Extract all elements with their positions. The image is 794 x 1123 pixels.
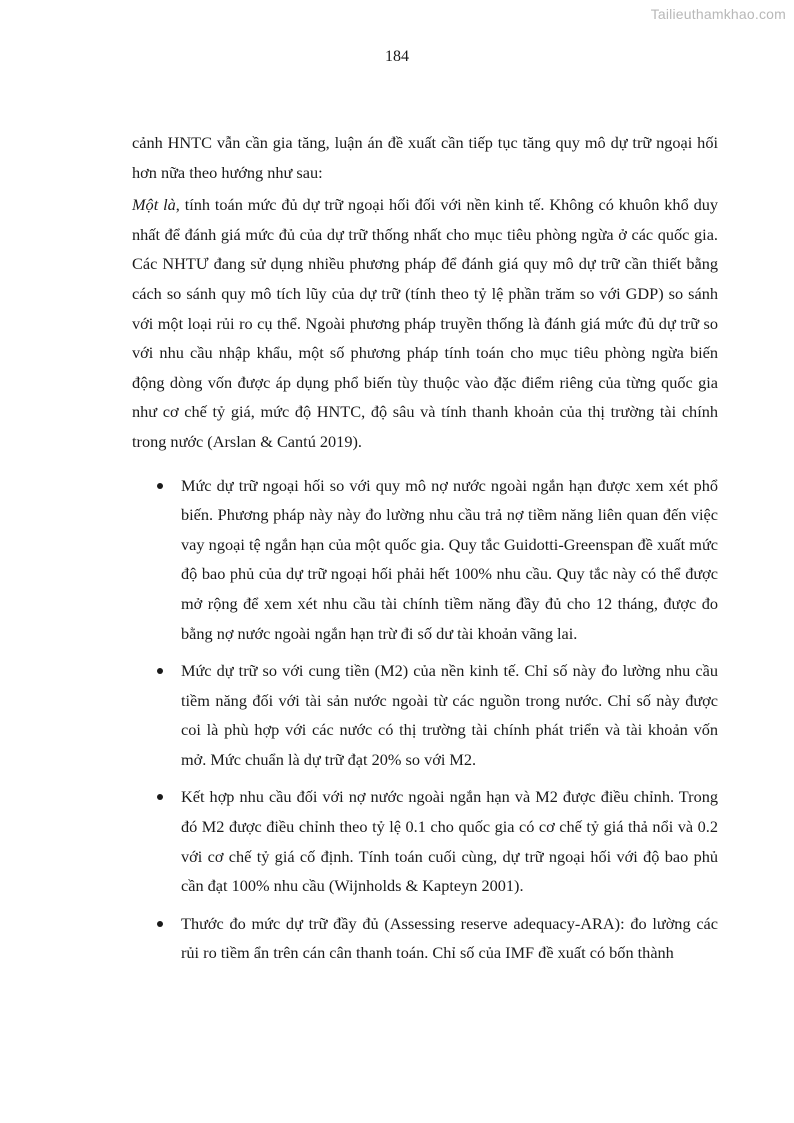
bullet-dot-icon (157, 483, 163, 489)
bullet-dot-icon (157, 921, 163, 927)
first-point-body: , tính toán mức đủ dự trữ ngoại hối đối với nền kinh tế. Không có khuôn khổ duy nhất để đánh giá mức đủ của dự trữ thống nhất cho mục tiêu phòng ngừa ở các quốc gia. Các NHTƯ đang sử dụng nhiều phương pháp để đánh giá quy mô dự trữ cần thiết bằng cách so sánh quy mô tích lũy của dự trữ (tính theo tỷ lệ phần trăm so với GDP) so sánh với một loại rủi ro cụ thể. Ngoài phương pháp truyền thống là đánh giá mức đủ dự trữ so với nhu cầu nhập khẩu, một số phương pháp tính toán cho mục tiêu phòng ngừa biến động dòng vốn được áp dụng phổ biến tùy thuộc vào đặc điểm riêng của từng quốc gia như cơ chế tỷ giá, mức độ HNTC, độ sâu và tính thanh khoản của thị trường tài chính trong nước (Arslan & Cantú 2019). (132, 195, 718, 451)
first-point-lead: Một là (132, 195, 176, 215)
bullet-item (132, 909, 718, 968)
bullet-text: Mức dự trữ ngoại hối so với quy mô nợ nước ngoài ngắn hạn được xem xét phổ biến. Phương pháp này này đo lường nhu cầu trả nợ tiềm năng liên quan đến việc vay ngoại tệ ngắn hạn của một quốc gia. Quy tắc Guidotti-Greenspan đề xuất mức độ bao phủ của dự trữ ngoại hối phải hết 100% nhu cầu. Quy tắc này có thể được mở rộng để xem xét nhu cầu tài chính tiềm năng đầy đủ cho 12 tháng, được đo bằng nợ nước ngoài ngắn hạn trừ đi số dư tài khoản vãng lai. (181, 475, 718, 643)
bullet-item (132, 656, 718, 774)
intro-paragraph: cảnh HNTC vẫn cần gia tăng, luận án đề xuất cần tiếp tục tăng quy mô dự trữ ngoại hối hơn nữa theo hướng như sau: (132, 133, 718, 182)
bullet-dot-icon (157, 794, 163, 800)
bullet-text: Kết hợp nhu cầu đối với nợ nước ngoài ngắn hạn và M2 được điều chỉnh. Trong đó M2 được điều chỉnh theo tỷ lệ 0.1 cho quốc gia có cơ chế tỷ giá thả nổi và 0.2 với cơ chế tỷ giá cố định. Tính toán cuối cùng, dự trữ ngoại hối với độ bao phủ cần đạt 100% nhu cầu (Wijnholds & Kapteyn 2001). (181, 787, 718, 896)
bullet-item (132, 471, 718, 649)
bullet-text: Mức dự trữ so với cung tiền (M2) của nền kinh tế. Chỉ số này đo lường nhu cầu tiềm năng đối với tài sản nước ngoài từ các nguồn trong nước. Chỉ số này được coi là phù hợp với các nước có thị trường tài chính phát triển và tài khoản vốn mở. Mức chuẩn là dự trữ đạt 20% so với M2. (181, 661, 718, 769)
bullet-item (132, 782, 718, 900)
bullet-dot-icon (157, 668, 163, 674)
bullet-list (132, 471, 718, 969)
watermark-text: Tailieuthamkhao.com (650, 6, 786, 22)
document-body (132, 128, 718, 976)
bullet-text: Thước đo mức dự trữ đầy đủ (Assessing reserve adequacy-ARA): đo lường các rủi ro tiềm ẩn trên cán cân thanh toán. Chỉ số của IMF đề xuất có bốn thành (181, 913, 718, 963)
page-number: 184 (385, 48, 409, 65)
first-point-paragraph (132, 190, 718, 456)
